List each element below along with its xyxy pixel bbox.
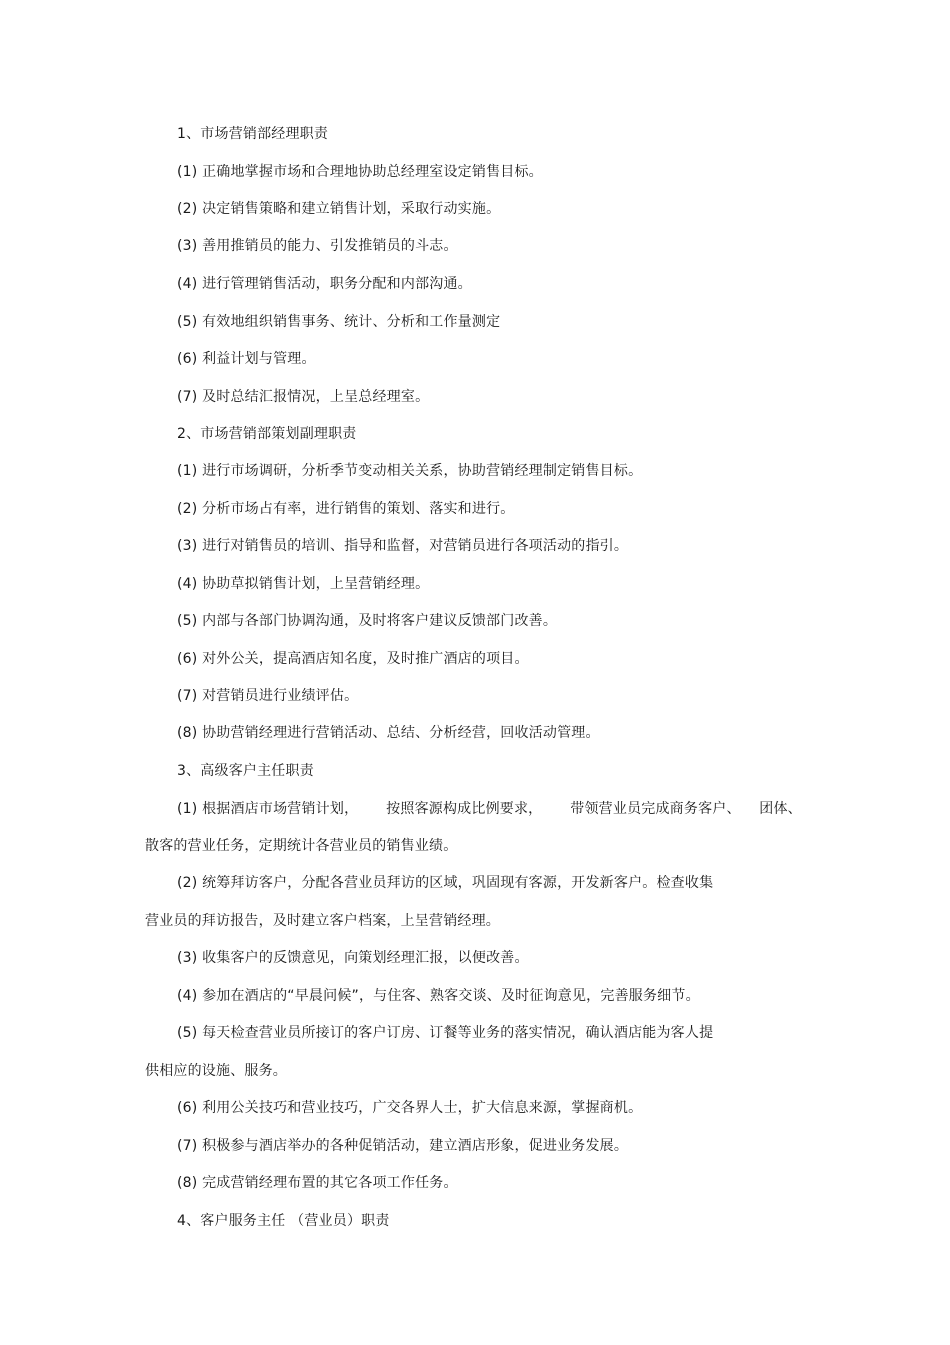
paragraph-line: (7) 对营销员进行业绩评估。 xyxy=(177,688,359,704)
paragraph-line: (4) 协助草拟销售计划，上呈营销经理。 xyxy=(177,576,430,592)
section-heading-3: 3、高级客户主任职责 xyxy=(177,763,314,779)
section-heading-4: 4、客户服务主任 （营业员）职责 xyxy=(177,1213,390,1229)
paragraph-line: (3) 收集客户的反馈意见，向策划经理汇报，以便改善。 xyxy=(177,950,529,966)
paragraph-line: (4) 进行管理销售活动，职务分配和内部沟通。 xyxy=(177,276,472,292)
paragraph-line: 营业员的拜访报告，及时建立客户档案，上呈营销经理。 xyxy=(145,913,500,929)
paragraph-line: (6) 对外公关，提高酒店知名度，及时推广酒店的项目。 xyxy=(177,651,529,667)
paragraph-line: (3) 进行对销售员的培训、指导和监督，对营销员进行各项活动的指引。 xyxy=(177,538,629,554)
paragraph-line: (7) 积极参与酒店举办的各种促销活动，建立酒店形象，促进业务发展。 xyxy=(177,1138,629,1154)
paragraph-line: (2) 决定销售策略和建立销售计划，采取行动实施。 xyxy=(177,201,501,217)
paragraph-line: 供相应的设施、服务。 xyxy=(145,1063,287,1079)
paragraph-line: (8) 完成营销经理布置的其它各项工作任务。 xyxy=(177,1175,458,1191)
paragraph-line: (6) 利用公关技巧和营业技巧，广交各界人士，扩大信息来源，掌握商机。 xyxy=(177,1100,643,1116)
paragraph-line: (1) 进行市场调研，分析季节变动相关关系，协助营销经理制定销售目标。 xyxy=(177,463,643,479)
paragraph-line: (3) 善用推销员的能力、引发推销员的斗志。 xyxy=(177,238,458,254)
paragraph-line: (4) 参加在酒店的“早晨问候”，与住客、熟客交谈、及时征询意见，完善服务细节。 xyxy=(177,988,700,1004)
paragraph-line: (5) 有效地组织销售事务、统计、分析和工作量测定 xyxy=(177,314,501,330)
paragraph-line: (1) 根据酒店市场营销计划， 按照客源构成比例要求， 带领营业员完成商务客户、 团体、 xyxy=(177,801,802,817)
section-heading-2: 2、市场营销部策划副理职责 xyxy=(177,426,357,442)
paragraph-line: (1) 正确地掌握市场和合理地协助总经理室设定销售目标。 xyxy=(177,164,543,180)
paragraph-line: 散客的营业任务，定期统计各营业员的销售业绩。 xyxy=(145,838,458,854)
section-heading-1: 1、市场营销部经理职责 xyxy=(177,126,329,142)
paragraph-line: (7) 及时总结汇报情况，上呈总经理室。 xyxy=(177,389,430,405)
paragraph-line: (8) 协助营销经理进行营销活动、总结、分析经营，回收活动管理。 xyxy=(177,725,600,741)
paragraph-line: (5) 内部与各部门协调沟通，及时将客户建议反馈部门改善。 xyxy=(177,613,558,629)
paragraph-line: (5) 每天检查营业员所接订的客户订房、订餐等业务的落实情况，确认酒店能为客人提 xyxy=(177,1025,714,1041)
paragraph-line: (6) 利益计划与管理。 xyxy=(177,351,316,367)
paragraph-line: (2) 统筹拜访客户，分配各营业员拜访的区域，巩固现有客源，开发新客户。检查收集 xyxy=(177,875,714,891)
paragraph-line: (2) 分析市场占有率，进行销售的策划、落实和进行。 xyxy=(177,501,515,517)
